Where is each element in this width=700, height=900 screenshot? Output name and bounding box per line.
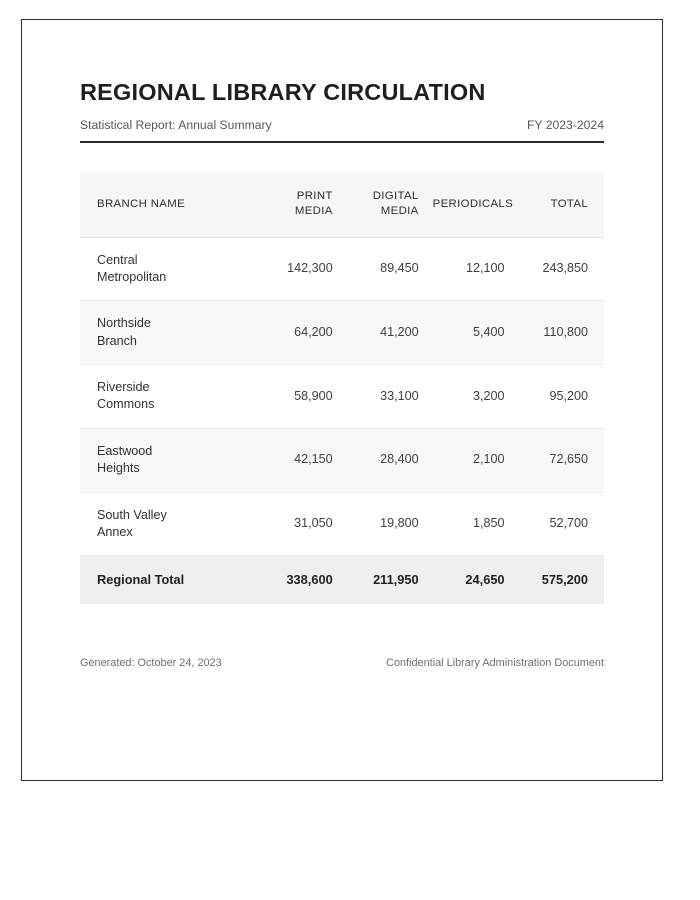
cell-print-media: 42,150 [261, 428, 347, 492]
subtitle-row [80, 118, 604, 132]
branch-name-line1: Riverside [97, 380, 150, 395]
total-periodicals: 24,650 [433, 556, 519, 604]
column-header-print-media-line2: MEDIA [294, 205, 333, 218]
column-header-total: TOTAL [519, 172, 604, 237]
cell-digital-media: 28,400 [347, 428, 433, 492]
circulation-table-container [80, 172, 604, 604]
cell-total: 52,700 [519, 492, 604, 556]
branch-name-line2: Heights [97, 461, 140, 476]
cell-branch-name [80, 492, 261, 556]
document-subtitle: Statistical Report: Annual Summary [80, 117, 272, 132]
column-header-print-media-line1: PRINT [296, 190, 333, 203]
column-header-print-media [261, 172, 347, 237]
total-row-label: Regional Total [80, 556, 261, 604]
cell-periodicals: 3,200 [433, 365, 519, 429]
table-header-row [80, 172, 604, 237]
branch-name-line1: South Valley [97, 507, 167, 522]
document-footer [80, 657, 604, 669]
branch-name-line1: Northside [97, 316, 151, 331]
confidentiality-notice: Confidential Library Administration Document [386, 656, 604, 669]
table-row [80, 301, 604, 365]
branch-name-line1: Eastwood [97, 443, 153, 458]
generated-date: Generated: October 24, 2023 [80, 656, 222, 669]
total-digital-media: 211,950 [347, 556, 433, 604]
cell-total: 72,650 [519, 428, 604, 492]
cell-print-media: 142,300 [261, 237, 347, 301]
table-header [80, 172, 604, 237]
cell-print-media: 58,900 [261, 365, 347, 429]
table-total-row [80, 556, 604, 604]
table-row [80, 365, 604, 429]
table-row [80, 428, 604, 492]
table-row [80, 237, 604, 301]
page-title: REGIONAL LIBRARY CIRCULATION [80, 79, 486, 105]
fiscal-year-label: FY 2023-2024 [526, 117, 604, 132]
branch-name-line2: Branch [97, 333, 137, 348]
table-row [80, 492, 604, 556]
column-header-digital-media-line2: MEDIA [380, 205, 419, 218]
cell-branch-name [80, 237, 261, 301]
total-print-media: 338,600 [261, 556, 347, 604]
document-header [80, 80, 604, 143]
cell-periodicals: 1,850 [433, 492, 519, 556]
column-header-digital-media-line1: DIGITAL [372, 190, 419, 203]
column-header-digital-media [347, 172, 433, 237]
document-content [80, 80, 604, 669]
cell-digital-media: 89,450 [347, 237, 433, 301]
branch-name-line2: Annex [97, 524, 133, 539]
cell-branch-name [80, 428, 261, 492]
branch-name-line2: Commons [97, 397, 155, 412]
cell-total: 110,800 [519, 301, 604, 365]
cell-periodicals: 5,400 [433, 301, 519, 365]
cell-total: 243,850 [519, 237, 604, 301]
branch-name-line2: Metropolitan [97, 269, 167, 284]
cell-digital-media: 19,800 [347, 492, 433, 556]
cell-branch-name [80, 365, 261, 429]
cell-digital-media: 41,200 [347, 301, 433, 365]
header-divider [80, 141, 604, 144]
branch-name-line1: Central [97, 252, 138, 267]
table-body [80, 237, 604, 604]
cell-digital-media: 33,100 [347, 365, 433, 429]
column-header-branch-name: BRANCH NAME [80, 172, 261, 237]
cell-print-media: 31,050 [261, 492, 347, 556]
circulation-table [80, 172, 604, 604]
column-header-periodicals: PERIODICALS [433, 172, 519, 237]
cell-total: 95,200 [519, 365, 604, 429]
document-page [21, 19, 663, 781]
cell-periodicals: 2,100 [433, 428, 519, 492]
cell-print-media: 64,200 [261, 301, 347, 365]
cell-periodicals: 12,100 [433, 237, 519, 301]
cell-branch-name [80, 301, 261, 365]
total-grand-total: 575,200 [519, 556, 604, 604]
